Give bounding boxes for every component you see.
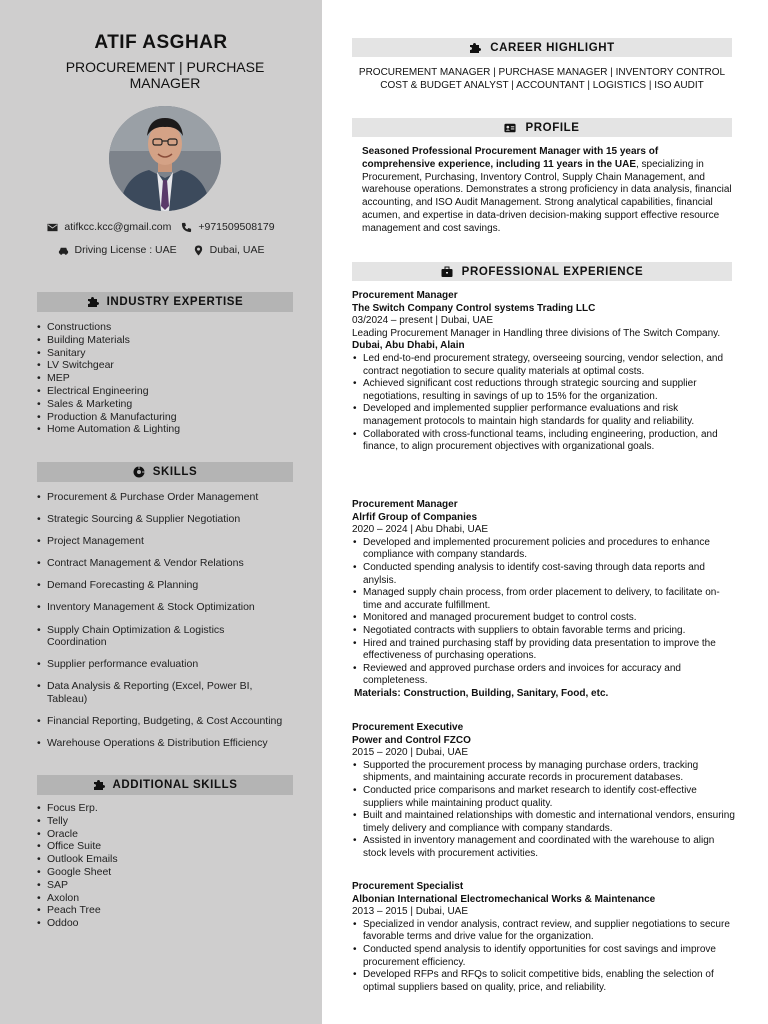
profile-heading	[352, 118, 732, 137]
career-highlight-heading	[352, 38, 732, 57]
job-bullets	[352, 537, 736, 688]
job-bullet: • Hired and trained purchasing staff by providing data presentation to improve the effectiveness of purchasing operations.	[352, 638, 736, 663]
sidebar	[0, 0, 322, 1024]
list-item: • Supply Chain Optimization & Logistics Coordination	[37, 624, 237, 649]
list-item: • Home Automation & Lighting	[37, 423, 297, 436]
list-item: • Axolon	[37, 892, 297, 905]
professional-experience-heading-text: PROFESSIONAL EXPERIENCE	[461, 265, 644, 278]
location-pin-icon	[193, 245, 204, 256]
job-bullet: • Collaborated with cross-functional teams, including engineering, production, and finance, to align procurement objectives with organizational goals.	[352, 429, 736, 454]
list-item: • Building Materials	[37, 334, 297, 347]
list-item: • Office Suite	[37, 840, 297, 853]
briefcase-icon	[441, 266, 453, 278]
additional-skills-heading	[37, 775, 293, 795]
profile-heading-text: PROFILE	[525, 121, 580, 134]
list-item: • SAP	[37, 879, 297, 892]
skills-list	[37, 491, 295, 759]
list-item: • Electrical Engineering	[37, 385, 297, 398]
job-bullet: • Developed and implemented supplier performance evaluations and risk management protocols to maintain high standards for quality and reliability.	[352, 403, 736, 428]
profile-summary-text: , specializing in Procurement, Purchasing, Inventory Control, Supply Chain Management, and warehouse operations. Demonstrates a strong proficiency in data analysis, financial accounting, and ISO Audit Management. Strong analytical capabilities, financial acumen, and expertise in data-driven decision-making support effective resource management and cost savings.	[362, 158, 732, 234]
job-bullets	[352, 760, 736, 861]
job-bullet: • Conducted spend analysis to identify opportunities for cost savings and improve procurement efficiency.	[352, 944, 736, 969]
job-dates: 2020 – 2024 | Abu Dhabi, UAE	[352, 524, 489, 536]
list-item: • Focus Erp.	[37, 802, 297, 815]
list-item: • Oracle	[37, 828, 297, 841]
license-contact	[58, 244, 177, 256]
job-bullets	[352, 919, 736, 995]
industry-expertise-heading	[37, 292, 293, 312]
career-highlight-line-1: PROCUREMENT MANAGER | PURCHASE MANAGER | INVENTORY CONTROL	[358, 67, 726, 78]
job-bullet: • Built and maintained relationships with domestic and international vendors, ensuring timely delivery and compliance with company standards.	[352, 810, 736, 835]
job-bullet: • Developed and implemented procurement policies and procedures to enhance compliance with company standards.	[352, 537, 736, 562]
job-bullet: • Reviewed and approved purchase orders and invoices for accuracy and completeness.	[352, 663, 736, 688]
puzzle-icon	[87, 296, 99, 308]
email-contact[interactable]	[47, 221, 171, 233]
job-materials: Materials: Construction, Building, Sanitary, Food, etc.	[354, 687, 609, 699]
contact-row-2	[0, 244, 322, 256]
list-item: • Outlook Emails	[37, 853, 297, 866]
list-item: • Production & Manufacturing	[37, 411, 297, 424]
car-icon	[58, 245, 69, 256]
industry-expertise-list	[37, 321, 297, 436]
profile-photo	[109, 106, 221, 211]
job-role: Procurement Executive	[352, 722, 464, 733]
list-item: • Google Sheet	[37, 866, 297, 879]
mail-icon	[47, 222, 58, 233]
phone-text: +971509508179	[198, 221, 275, 233]
list-item: • Project Management	[37, 535, 295, 548]
list-item: • Sanitary	[37, 347, 297, 360]
job-role: Procurement Manager	[352, 499, 458, 510]
additional-skills-heading-text: ADDITIONAL SKILLS	[112, 779, 238, 791]
list-item: • Oddoo	[37, 917, 297, 930]
job-company: Power and Control FZCO	[352, 734, 471, 746]
contact-row-1	[0, 221, 322, 233]
job-bullet: • Negotiated contracts with suppliers to obtain favorable terms and pricing.	[352, 625, 736, 638]
profile-summary	[362, 146, 734, 236]
id-card-icon	[504, 122, 516, 134]
list-item: • Warehouse Operations & Distribution Efficiency	[37, 737, 295, 750]
job-bullet: • Led end-to-end procurement strategy, overseeing sourcing, vendor selection, and contract negotiation to secure quality materials at optimal costs.	[352, 353, 736, 378]
job-dates: 2013 – 2015 | Dubai, UAE	[352, 906, 469, 918]
job-company: The Switch Company Control systems Trading LLC	[352, 302, 596, 314]
list-item: • Data Analysis & Reporting (Excel, Power BI, Tableau)	[37, 680, 267, 705]
puzzle-icon	[469, 42, 481, 54]
additional-skills-list	[37, 802, 297, 930]
email-text: atifkcc.kcc@gmail.com	[64, 221, 172, 233]
skills-heading	[37, 462, 293, 482]
job-bullet: • Monitored and managed procurement budget to control costs.	[352, 612, 736, 625]
list-item: • LV Switchgear	[37, 359, 297, 372]
professional-experience-heading	[352, 262, 732, 281]
list-item: • Contract Management & Vendor Relations	[37, 557, 295, 570]
job-bullets	[352, 353, 736, 454]
list-item: • Supplier performance evaluation	[37, 658, 295, 671]
job-dates: 2015 – 2020 | Dubai, UAE	[352, 747, 469, 759]
career-highlight-line-2: COST & BUDGET ANALYST | ACCOUNTANT | LOGISTICS | ISO AUDIT	[380, 79, 704, 91]
career-highlight-text	[352, 67, 732, 92]
list-item: • MEP	[37, 372, 297, 385]
phone-icon	[181, 222, 192, 233]
job-bullet: • Achieved significant cost reductions through strategic sourcing and supplier negotiations, resulting in savings of up to 15% for the organization.	[352, 378, 736, 403]
job-bullet: • Conducted price comparisons and market research to identify cost-effective suppliers while maintaining product quality.	[352, 785, 736, 810]
main-content	[322, 0, 768, 1024]
job-bullet: • Assisted in inventory management and coordinated with the warehouse to align stock levels with procurement activities.	[352, 835, 736, 860]
list-item: • Telly	[37, 815, 297, 828]
job-company: Albonian International Electromechanical Works & Maintenance	[352, 893, 656, 905]
job-bullet: • Supported the procurement process by managing purchase orders, tracking shipments, and maintaining accurate records in procurement databases.	[352, 760, 736, 785]
job-bullet: • Conducted spending analysis to identify cost-saving through data reports and anylsis.	[352, 562, 736, 587]
list-item: • Demand Forecasting & Planning	[37, 579, 295, 592]
job-intro-bold: Dubai, Abu Dhabi, Alain	[352, 340, 465, 352]
job-intro-text: Leading Procurement Manager in Handling three divisions of The Switch Company.	[352, 327, 721, 339]
list-item: • Financial Reporting, Budgeting, & Cost Accounting	[37, 715, 295, 728]
profile-photo-illustration	[109, 106, 221, 211]
list-item: • Peach Tree	[37, 904, 297, 917]
candidate-title: PROCUREMENT | PURCHASE MANAGER	[65, 59, 265, 91]
list-item: • Procurement & Purchase Order Management	[37, 491, 295, 504]
job-bullet: • Developed RFPs and RFQs to solicit competitive bids, enabling the selection of optimal suppliers based on quality, price, and reliability.	[352, 969, 736, 994]
brain-gear-icon	[133, 466, 145, 478]
industry-expertise-heading-text: INDUSTRY EXPERTISE	[106, 296, 244, 308]
job-role: Procurement Specialist	[352, 881, 464, 892]
career-highlight-heading-text: CAREER HIGHLIGHT	[490, 41, 615, 54]
license-text: Driving License : UAE	[74, 244, 177, 256]
job-role: Procurement Manager	[352, 290, 458, 301]
candidate-name: ATIF ASGHAR	[94, 32, 228, 53]
location-text: Dubai, UAE	[209, 244, 265, 256]
puzzle-icon	[93, 779, 105, 791]
skills-heading-text: SKILLS	[152, 466, 198, 478]
location-contact	[193, 244, 265, 256]
job-company: Alrfif Group of Companies	[352, 511, 477, 523]
list-item: • Constructions	[37, 321, 297, 334]
profile-summary-bold: Seasoned Professional Procurement Manager with 15 years of comprehensive experience, including 11 years in the UAE	[362, 146, 659, 170]
phone-contact[interactable]	[181, 221, 274, 233]
job-dates: 03/2024 – present | Dubai, UAE	[352, 315, 494, 327]
job-bullet: • Specialized in vendor analysis, contract review, and supplier negotiations to secure favorable terms and drive value for the organization.	[352, 919, 736, 944]
list-item: • Inventory Management & Stock Optimization	[37, 601, 295, 614]
job-entry	[352, 722, 736, 861]
job-entry	[352, 881, 736, 994]
list-item: • Sales & Marketing	[37, 398, 297, 411]
job-bullet: • Managed supply chain process, from order placement to delivery, to facilitate on-time and accurate fulfillment.	[352, 587, 736, 612]
job-entry	[352, 499, 736, 701]
list-item: • Strategic Sourcing & Supplier Negotiation	[37, 513, 295, 526]
job-intro	[352, 328, 736, 353]
job-entry	[352, 290, 736, 454]
